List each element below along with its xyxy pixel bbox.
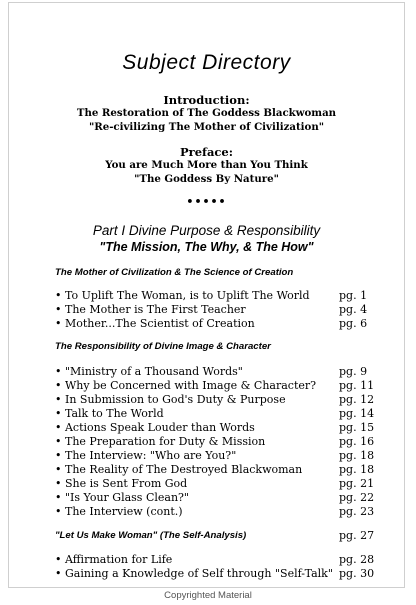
toc-entry: [55, 289, 385, 303]
toc-entry-page: pg. 28: [339, 553, 375, 566]
toc-entry-text: • Affirmation for Life: [55, 553, 173, 566]
section-heading-row: [55, 529, 385, 543]
toc-entry-text: • Why be Concerned with Image & Character?: [55, 379, 317, 392]
part-title: Part I Divine Purpose & Responsibility: [92, 223, 321, 238]
toc-entry: [55, 463, 385, 477]
toc-entry-text: • Gaining a Knowledge of Self through "Self-Talk": [55, 567, 333, 580]
toc-entry-text: • She is Sent From God: [55, 477, 188, 490]
toc-entry: [55, 567, 385, 581]
toc-entry-text: • The Interview (cont.): [55, 505, 183, 518]
toc-entry: [55, 379, 385, 393]
toc-entry-page: pg. 11: [339, 379, 375, 392]
toc-entry-page: pg. 30: [339, 567, 375, 580]
toc-entry: [55, 303, 385, 317]
section-heading: The Responsibility of Divine Image & Character: [55, 341, 271, 352]
toc-entry-page: pg. 16: [339, 435, 375, 448]
introduction-line-1: The Restoration of The Goddess Blackwoman: [76, 107, 337, 119]
toc-entry: [55, 491, 385, 505]
toc-entry: [55, 553, 385, 567]
book-page: [8, 2, 405, 588]
introduction-heading: Introduction:: [163, 93, 250, 107]
toc-entry: [55, 317, 385, 331]
toc-entry-text: • "Ministry of a Thousand Words": [55, 365, 243, 378]
copyright-footer: Copyrighted Material: [164, 590, 252, 601]
toc-entry: [55, 421, 385, 435]
toc-entry-page: pg. 23: [339, 505, 375, 518]
preface-heading: Preface:: [180, 145, 233, 159]
toc-entry: [55, 393, 385, 407]
toc-entry-page: pg. 1: [339, 289, 368, 302]
toc-entry-text: • The Reality of The Destroyed Blackwoman: [55, 463, 303, 476]
toc-entry-page: pg. 6: [339, 317, 368, 330]
toc-entry-text: • The Interview: "Who are You?": [55, 449, 237, 462]
toc-entry: [55, 407, 385, 421]
preface-line-2: "The Goddess By Nature": [134, 173, 279, 185]
toc-entry-page: pg. 18: [339, 449, 375, 462]
toc-entry-text: • Actions Speak Louder than Words: [55, 421, 255, 434]
toc-entry-text: • The Mother is The First Teacher: [55, 303, 246, 316]
toc-entry-page: pg. 4: [339, 303, 368, 316]
introduction-line-2: "Re-civilizing The Mother of Civilization": [88, 121, 325, 133]
toc-entry-text: • In Submission to God's Duty & Purpose: [55, 393, 286, 406]
part-subtitle: "The Mission, The Why, & The How": [99, 240, 314, 254]
toc-entry-text: • To Uplift The Woman, is to Uplift The World: [55, 289, 310, 302]
toc-entry-text: • Talk to The World: [55, 407, 164, 420]
separator-dots: •••••: [186, 195, 227, 208]
toc-entry-text: • "Is Your Glass Clean?": [55, 491, 189, 504]
toc-entry-page: pg. 15: [339, 421, 375, 434]
toc-entry: [55, 477, 385, 491]
toc-entry-page: pg. 14: [339, 407, 375, 420]
toc-entry: [55, 505, 385, 519]
section-heading: The Mother of Civilization & The Science of Creation: [55, 267, 294, 278]
toc-entry-page: pg. 21: [339, 477, 375, 490]
toc-entry-text: • Mother...The Scientist of Creation: [55, 317, 255, 330]
section-heading-page: pg. 27: [339, 529, 375, 542]
toc-entry: [55, 365, 385, 379]
section-heading: "Let Us Make Woman" (The Self-Analysis): [55, 530, 247, 541]
preface-line-1: You are Much More than You Think: [105, 159, 308, 171]
toc-entry-page: pg. 22: [339, 491, 375, 504]
page-title: Subject Directory: [122, 51, 291, 74]
toc-entry-page: pg. 12: [339, 393, 375, 406]
toc-entry-page: pg. 9: [339, 365, 368, 378]
toc-entry-text: • The Preparation for Duty & Mission: [55, 435, 266, 448]
toc-entry: [55, 449, 385, 463]
toc-entry: [55, 435, 385, 449]
toc-entry-page: pg. 18: [339, 463, 375, 476]
